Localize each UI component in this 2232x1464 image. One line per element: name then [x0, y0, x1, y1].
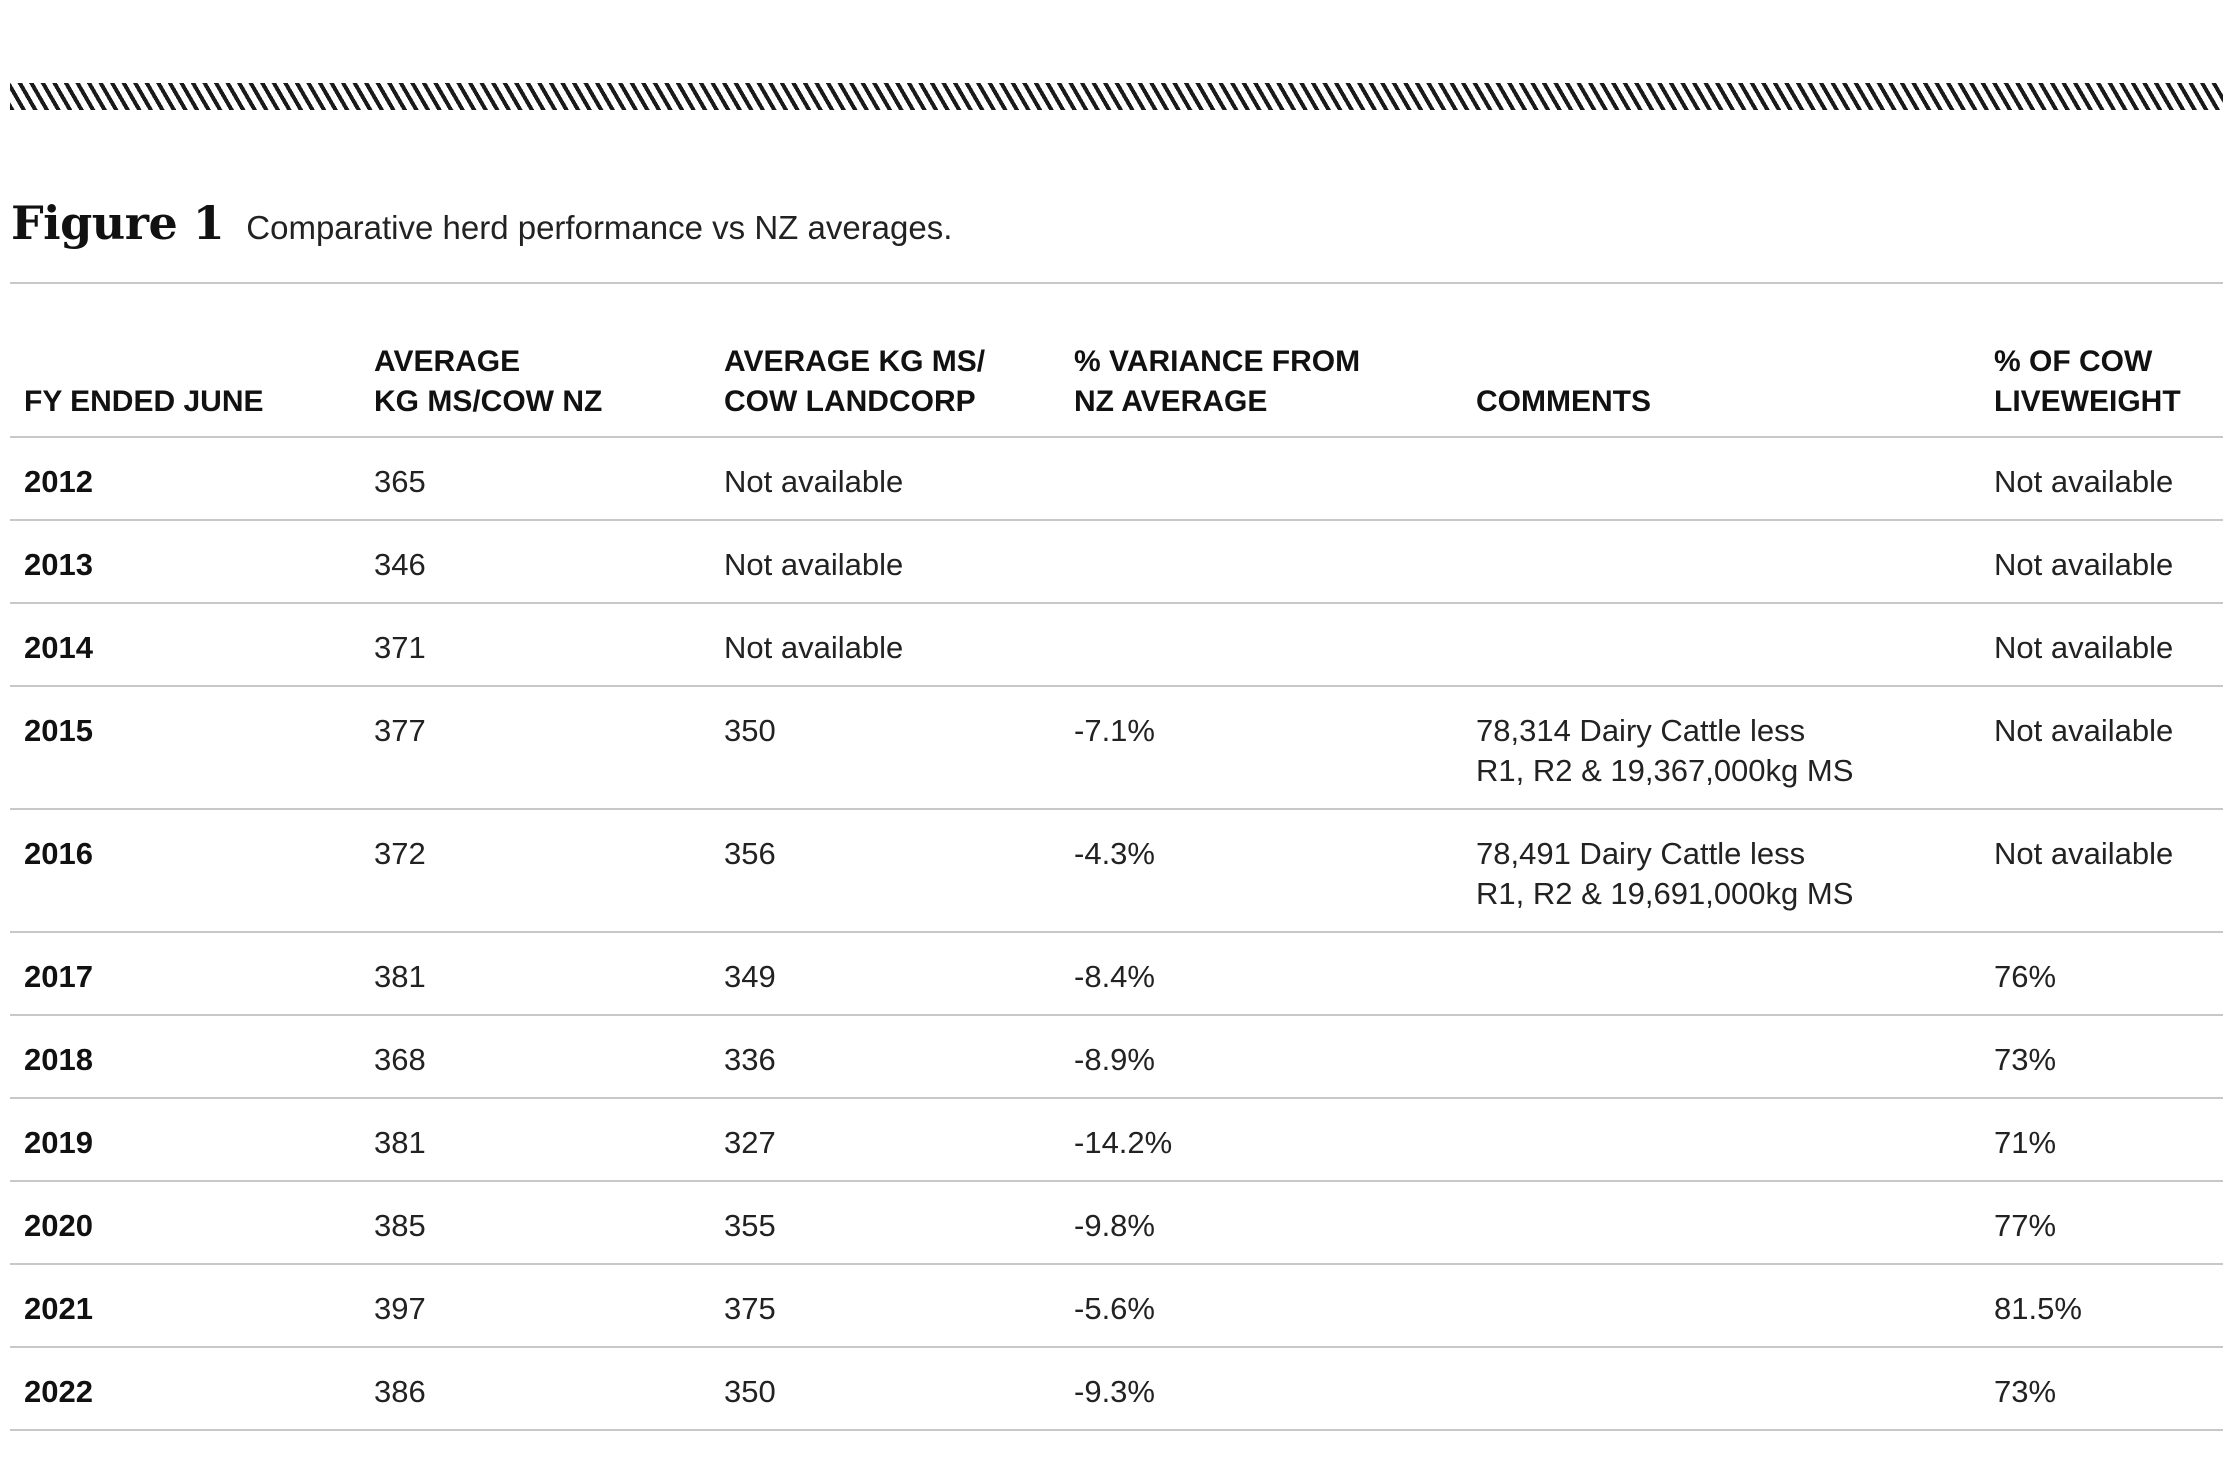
cell-avg-landcorp: 349 — [710, 932, 1060, 1015]
cell-variance: -8.4% — [1060, 932, 1462, 1015]
cell-liveweight: Not available — [1980, 809, 2223, 932]
header-fy-ended-june: FY ENDED JUNE — [10, 283, 360, 437]
cell-avg-nz: 365 — [360, 437, 710, 520]
cell-variance: -9.8% — [1060, 1181, 1462, 1264]
cell-fy: 2017 — [10, 932, 360, 1015]
cell-fy: 2020 — [10, 1181, 360, 1264]
header-average-kg-ms-cow-nz: AVERAGE KG MS/COW NZ — [360, 283, 710, 437]
cell-avg-landcorp: 350 — [710, 686, 1060, 809]
herd-performance-table — [10, 283, 2223, 1431]
cell-fy: 2012 — [10, 437, 360, 520]
cell-liveweight: 77% — [1980, 1181, 2223, 1264]
cell-avg-nz: 381 — [360, 1098, 710, 1181]
header-cow-liveweight: % OF COW LIVEWEIGHT — [1980, 283, 2223, 437]
table-row — [10, 437, 2223, 520]
table-row — [10, 1015, 2223, 1098]
cell-variance: -5.6% — [1060, 1264, 1462, 1347]
cell-comments — [1462, 603, 1980, 686]
cell-fy: 2022 — [10, 1347, 360, 1430]
cell-comments — [1462, 1264, 1980, 1347]
table-row — [10, 932, 2223, 1015]
cell-fy: 2013 — [10, 520, 360, 603]
cell-comments — [1462, 1181, 1980, 1264]
cell-fy: 2018 — [10, 1015, 360, 1098]
cell-avg-nz: 371 — [360, 603, 710, 686]
cell-avg-nz: 346 — [360, 520, 710, 603]
cell-liveweight: 81.5% — [1980, 1264, 2223, 1347]
cell-variance: -14.2% — [1060, 1098, 1462, 1181]
cell-avg-nz: 368 — [360, 1015, 710, 1098]
cell-avg-nz: 386 — [360, 1347, 710, 1430]
cell-liveweight: 73% — [1980, 1347, 2223, 1430]
cell-variance — [1060, 520, 1462, 603]
cell-avg-landcorp: 327 — [710, 1098, 1060, 1181]
cell-avg-landcorp: 350 — [710, 1347, 1060, 1430]
decorative-hatch-rule — [10, 83, 2223, 110]
cell-avg-nz: 381 — [360, 932, 710, 1015]
table-row — [10, 686, 2223, 809]
cell-liveweight: 76% — [1980, 932, 2223, 1015]
cell-avg-nz: 377 — [360, 686, 710, 809]
cell-fy: 2014 — [10, 603, 360, 686]
table-row — [10, 520, 2223, 603]
cell-avg-landcorp: 356 — [710, 809, 1060, 932]
table-header-row — [10, 283, 2223, 437]
table-row — [10, 1098, 2223, 1181]
cell-avg-landcorp: Not available — [710, 520, 1060, 603]
table-row — [10, 1347, 2223, 1430]
cell-variance: -8.9% — [1060, 1015, 1462, 1098]
cell-comments: 78,491 Dairy Cattle less R1, R2 & 19,691,000kg MS — [1462, 809, 1980, 932]
cell-variance — [1060, 603, 1462, 686]
table-row — [10, 809, 2223, 932]
cell-variance — [1060, 437, 1462, 520]
cell-liveweight: 73% — [1980, 1015, 2223, 1098]
cell-fy: 2019 — [10, 1098, 360, 1181]
cell-variance: -7.1% — [1060, 686, 1462, 809]
cell-fy: 2021 — [10, 1264, 360, 1347]
cell-avg-nz: 397 — [360, 1264, 710, 1347]
cell-liveweight: 71% — [1980, 1098, 2223, 1181]
cell-liveweight: Not available — [1980, 437, 2223, 520]
cell-comments — [1462, 437, 1980, 520]
header-variance-from-nz-average: % VARIANCE FROM NZ AVERAGE — [1060, 283, 1462, 437]
cell-avg-landcorp: 355 — [710, 1181, 1060, 1264]
cell-fy: 2016 — [10, 809, 360, 932]
cell-comments — [1462, 1098, 1980, 1181]
cell-comments — [1462, 1015, 1980, 1098]
header-average-kg-ms-cow-landcorp: AVERAGE KG MS/ COW LANDCORP — [710, 283, 1060, 437]
cell-avg-landcorp: 336 — [710, 1015, 1060, 1098]
cell-comments — [1462, 520, 1980, 603]
cell-comments — [1462, 932, 1980, 1015]
cell-fy: 2015 — [10, 686, 360, 809]
cell-avg-landcorp: Not available — [710, 603, 1060, 686]
header-comments: COMMENTS — [1462, 283, 1980, 437]
cell-liveweight: Not available — [1980, 603, 2223, 686]
cell-variance: -4.3% — [1060, 809, 1462, 932]
cell-avg-nz: 372 — [360, 809, 710, 932]
figure-label: Figure 1 — [11, 196, 225, 250]
cell-avg-landcorp: 375 — [710, 1264, 1060, 1347]
cell-liveweight: Not available — [1980, 520, 2223, 603]
table-row — [10, 1264, 2223, 1347]
table-row — [10, 1181, 2223, 1264]
cell-comments — [1462, 1347, 1980, 1430]
cell-avg-nz: 385 — [360, 1181, 710, 1264]
cell-liveweight: Not available — [1980, 686, 2223, 809]
cell-avg-landcorp: Not available — [710, 437, 1060, 520]
cell-variance: -9.3% — [1060, 1347, 1462, 1430]
figure-caption-text: Comparative herd performance vs NZ averages. — [246, 209, 953, 246]
table-row — [10, 603, 2223, 686]
figure-caption — [11, 196, 952, 256]
cell-comments: 78,314 Dairy Cattle less R1, R2 & 19,367,000kg MS — [1462, 686, 1980, 809]
